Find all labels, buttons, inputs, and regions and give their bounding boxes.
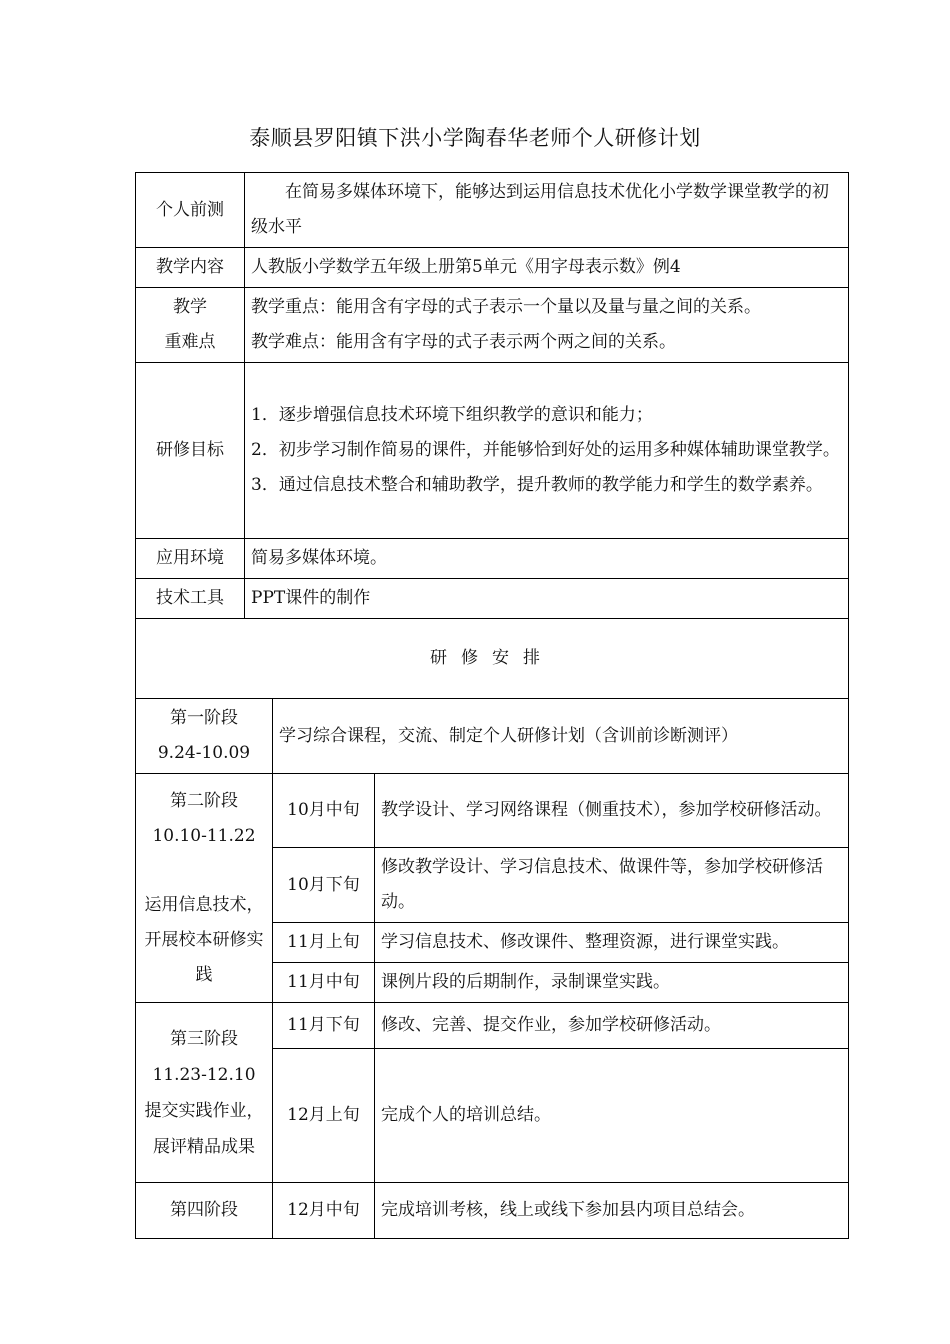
phase2-time: 10月下旬 — [273, 848, 375, 923]
pretest-value: 在简易多媒体环境下，能够达到运用信息技术优化小学数学课堂教学的初级水平 — [245, 173, 849, 248]
environment-label: 应用环境 — [136, 539, 245, 579]
phase2-time: 11月中旬 — [273, 963, 375, 1003]
phase3-desc: 完成个人的培训总结。 — [375, 1049, 849, 1183]
goal-item: 1．逐步增强信息技术环境下组织教学的意识和能力； — [251, 405, 653, 425]
keypoints-label-line2: 重难点 — [164, 332, 216, 352]
pretest-label: 个人前测 — [136, 173, 245, 248]
row-phase4-item — [136, 1183, 849, 1239]
phase1-desc: 学习综合课程，交流、制定个人研修计划（含训前诊断测评） — [273, 699, 849, 774]
phase1-dates: 9.24-10.09 — [157, 743, 251, 763]
phase1-label — [136, 699, 273, 774]
phase2-theme: 运用信息技术，开展校本研修实践 — [144, 894, 264, 985]
phase3-label — [136, 1003, 273, 1183]
phase2-desc: 教学设计、学习网络课程（侧重技术），参加学校研修活动。 — [375, 774, 849, 848]
tools-value: PPT课件的制作 — [245, 579, 849, 619]
content-value: 人教版小学数学五年级上册第5单元《用字母表示数》例4 — [245, 248, 849, 288]
phase2-time: 10月中旬 — [273, 774, 375, 848]
row-schedule-heading — [136, 619, 849, 699]
goals-label: 研修目标 — [136, 363, 245, 539]
row-environment — [136, 539, 849, 579]
phase3-theme: 提交实践作业，展评精品成果 — [144, 1100, 264, 1157]
content-label: 教学内容 — [136, 248, 245, 288]
row-goals — [136, 363, 849, 539]
row-phase1 — [136, 699, 849, 774]
phase3-dates: 11.23-12.10 — [152, 1064, 256, 1085]
row-phase3-item — [136, 1003, 849, 1049]
phase4-name: 第四阶段 — [136, 1183, 273, 1239]
keypoints-value — [245, 288, 849, 363]
tools-label: 技术工具 — [136, 579, 245, 619]
environment-value: 简易多媒体环境。 — [245, 539, 849, 579]
phase3-time: 11月下旬 — [273, 1003, 375, 1049]
phase2-label — [136, 774, 273, 1003]
keypoints-label — [136, 288, 245, 363]
key-point: 教学重点：能用含有字母的式子表示一个量以及量与量之间的关系。 — [251, 297, 761, 317]
difficult-point: 教学难点：能用含有字母的式子表示两个两之间的关系。 — [251, 332, 676, 352]
row-keypoints — [136, 288, 849, 363]
phase1-name: 第一阶段 — [170, 708, 238, 728]
phase4-time: 12月中旬 — [273, 1183, 375, 1239]
row-content — [136, 248, 849, 288]
phase2-dates: 10.10-11.22 — [152, 825, 256, 846]
keypoints-label-line1: 教学 — [173, 297, 207, 317]
phase3-time: 12月上旬 — [273, 1049, 375, 1183]
row-phase2-item — [136, 774, 849, 848]
page-title: 泰顺县罗阳镇下洪小学陶春华老师个人研修计划 — [249, 126, 701, 150]
phase2-name: 第二阶段 — [170, 790, 238, 811]
phase3-name: 第三阶段 — [170, 1028, 238, 1049]
phase2-desc: 学习信息技术、修改课件、整理资源，进行课堂实践。 — [375, 923, 849, 963]
row-tools — [136, 579, 849, 619]
study-plan-table — [135, 172, 849, 1239]
phase2-desc: 课例片段的后期制作，录制课堂实践。 — [375, 963, 849, 1003]
row-pretest — [136, 173, 849, 248]
goal-item: 3．通过信息技术整合和辅助教学，提升教师的教学能力和学生的数学素养。 — [251, 475, 823, 495]
phase4-desc: 完成培训考核，线上或线下参加县内项目总结会。 — [375, 1183, 849, 1239]
phase2-desc: 修改教学设计、学习信息技术、做课件等，参加学校研修活动。 — [375, 848, 849, 923]
phase3-desc: 修改、完善、提交作业，参加学校研修活动。 — [375, 1003, 849, 1049]
schedule-heading: 研修安排 — [136, 619, 849, 699]
goals-value — [245, 363, 849, 539]
phase2-time: 11月上旬 — [273, 923, 375, 963]
goal-item: 2．初步学习制作简易的课件，并能够恰到好处的运用多种媒体辅助课堂教学。 — [251, 440, 840, 460]
